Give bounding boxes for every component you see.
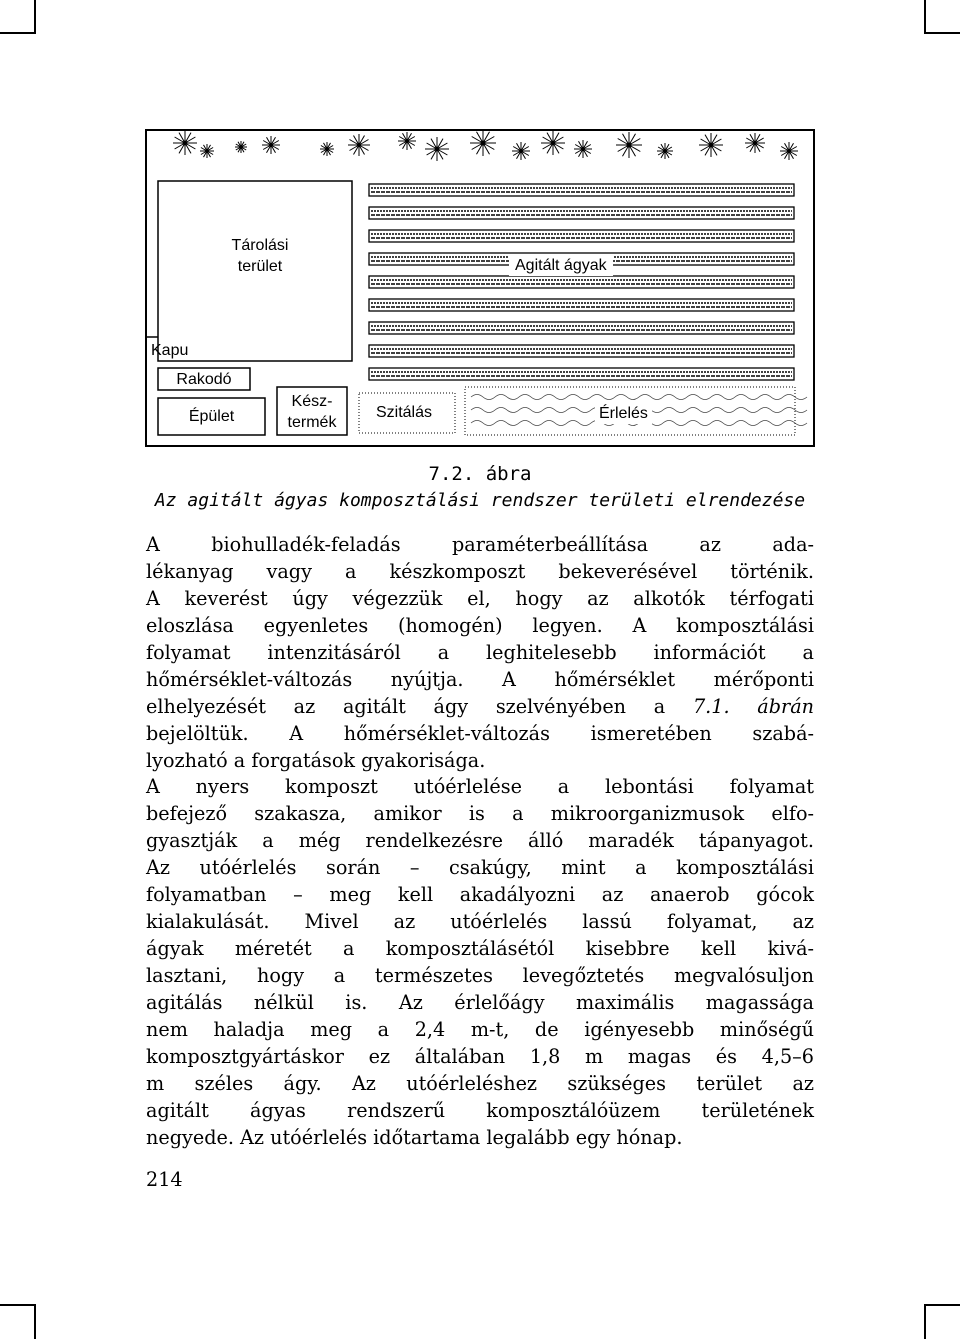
crop-mark-top-right-h	[926, 32, 960, 34]
plant-icon	[173, 131, 197, 155]
agitated-bed	[369, 345, 794, 357]
site-layout-figure	[145, 129, 815, 447]
text-line: bejelöltük. A hőmérséklet-változás ismeretében szabá-	[146, 722, 814, 745]
agitated-bed	[369, 184, 794, 196]
text-line: lyozható a forgatások gyakorisága.	[146, 749, 486, 772]
text-line: folyamatban – meg kell akadályozni az anaerob gócok	[146, 883, 814, 906]
plant-icon	[470, 130, 496, 156]
crop-mark-top-right-v	[924, 0, 926, 34]
text-line: kialakulását. Mivel az utóérlelés lassú folyamat, az	[146, 910, 814, 933]
plant-icon	[699, 133, 723, 157]
text-line: A nyers komposzt utóérlelése a lebontási folyamat	[146, 775, 814, 798]
vegetation-border	[173, 130, 798, 161]
screening-label: Szitálás	[375, 404, 433, 421]
text-line: lasztani, hogy a természetes levegőztetés megvalósuljon	[146, 964, 814, 987]
plant-icon	[616, 132, 642, 158]
plant-icon	[780, 142, 798, 160]
plant-icon	[512, 142, 530, 160]
agitated-bed	[369, 299, 794, 311]
text-line: agitált ágyas rendszerű komposztálóüzem területének	[146, 1099, 814, 1122]
text-line: eloszlása egyenletes (homogén) legyen. A komposztálási	[146, 614, 814, 637]
plant-icon	[320, 142, 334, 156]
text-line: negyede. Az utóérlelés időtartama legalább egy hónap.	[146, 1126, 683, 1149]
text-line: lékanyag vagy a készkomposzt bekeverésével történik.	[146, 560, 814, 583]
crop-mark-top-left-h	[0, 32, 34, 34]
agitated-bed	[369, 322, 794, 334]
plant-icon	[398, 132, 416, 150]
plant-icon	[657, 143, 673, 159]
plant-icon	[262, 136, 280, 154]
plant-icon	[348, 134, 370, 156]
agitated-bed	[369, 368, 794, 380]
plant-icon	[541, 131, 565, 155]
curing-label: Érlelés	[595, 403, 652, 424]
text-line: A biohulladék-feladás paraméterbeállítása az ada-	[146, 533, 814, 556]
text-line: ágyak méretét a komposztálásétól kisebbre kell kivá-	[146, 937, 814, 960]
crop-mark-top-left-v	[34, 0, 36, 34]
text-line: nem haladja meg a 2,4 m-t, de igényesebb minőségű	[146, 1018, 814, 1041]
site-layout-drawing	[145, 129, 815, 447]
text-line: folyamat intenzitásáról a leghitelesebb információt a	[146, 641, 814, 664]
figure-number: 7.2. ábra	[428, 463, 532, 485]
paragraph-2	[146, 773, 814, 1151]
plant-icon	[200, 144, 214, 158]
finished-product-label: Kész- termék	[287, 393, 337, 431]
agitated-bed	[369, 276, 794, 288]
text-line: befejező szakasza, amikor is a mikroorganizmusok elfo-	[146, 802, 814, 825]
agitated-beds-label: Agitált ágyak	[509, 255, 613, 276]
text-line: A keverést úgy végezzük el, hogy az alkotók térfogati	[146, 587, 814, 610]
figure-caption: Az agitált ágyas komposztálási rendszer területi elrendezése	[154, 490, 806, 511]
text-line: gyasztják a még rendelkezésre álló maradék tápanyagot.	[146, 829, 814, 852]
building-label: Épület	[188, 408, 235, 425]
plant-icon	[574, 140, 592, 158]
agitated-bed	[369, 207, 794, 219]
text-line: m széles ágy. Az utóérleléshez szükséges terület az	[146, 1072, 814, 1095]
crop-mark-bottom-left-v	[34, 1304, 36, 1339]
crop-mark-bottom-left-h	[0, 1304, 34, 1306]
crop-mark-bottom-right-v	[924, 1304, 926, 1339]
agitated-bed	[369, 230, 794, 242]
text-line: Az utóérlelés során – csakúgy, mint a komposztálási	[146, 856, 814, 879]
storage-area-label: Tárolási terület	[231, 237, 289, 275]
gate-label: Kapu	[151, 342, 189, 359]
crop-mark-bottom-right-h	[926, 1304, 960, 1306]
plant-icon	[235, 141, 247, 153]
text-line: agitálás nélkül is. Az érlelőágy maximális magassága	[146, 991, 814, 1014]
paragraph-1	[146, 531, 814, 774]
loading-label: Rakodó	[176, 371, 232, 388]
curing-wave	[471, 395, 807, 400]
text-line: hőmérséklet-változás nyújtja. A hőmérséklet mérőponti	[146, 668, 814, 691]
agitated-beds-group	[369, 184, 794, 380]
plant-icon	[745, 133, 765, 153]
text-line: komposztgyártáskor ez általában 1,8 m magas és 4,5–6	[146, 1045, 814, 1068]
page-number: 214	[146, 1168, 183, 1191]
text-line: elhelyezését az agitált ágy szelvényében a 7.1. ábrán	[146, 695, 814, 718]
figure-reference: 7.1. ábrán	[692, 695, 814, 718]
plant-icon	[425, 137, 449, 161]
